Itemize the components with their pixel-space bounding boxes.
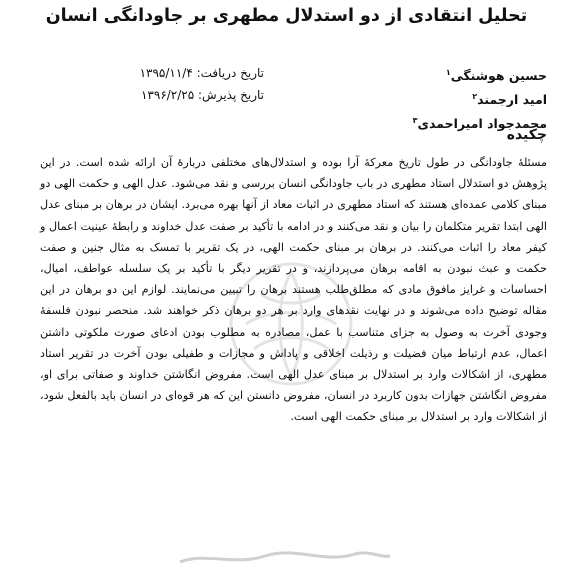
accepted-date — [44, 84, 264, 106]
accepted-value: ۱۳۹۶/۲/۲۵ — [140, 88, 195, 102]
received-value: ۱۳۹۵/۱۱/۴ — [139, 66, 193, 80]
author-name: حسین هوشنگی — [450, 68, 547, 84]
paper-title: تحلیل انتقادی از دو استدلال مطهری بر جاودانگی انسان — [45, 6, 528, 26]
abstract-text: مسئلهٔ جاودانگی در طول تاریخ معرکهٔ آرا بوده و استدلال‌های مختلفی دربارهٔ آن ارائه شده است. در این پژوهش دو استدلال استاد مطهری در باب جاودانگی انسان بررسی و نقد می‌شود. عدل الهی و حکمت الهی دو مبنای کلامی عمده‌ای هستند که استاد مطهری در اثبات معاد از آنها بهره می‌برد. ایشان در برهان بر مبنای عدل الهی ابتدا تقریر متکلمان را بیان و نقد می‌کنند و در ادامه با تأکید بر صفت عدل خداوند و رابطهٔ عینیت اعمال و کیفر معاد را اثبات می‌کنند. در برهان بر مبنای حکمت الهی، در یک تقریر با تمسک به مثال جنین و صفت حکمت و عبث نبودن به اقامه برهان می‌پردازند، و در تقریر دیگر با تأکید بر یک سلسله عواطف، امیال، احساسات و غرایز مافوق مادی که مطلق‌طلب هستند برهان را تبیین می‌نمایند. لوازم این دو برهان در این مقاله توضیح داده می‌شوند و در نهایت نقدهای وارد بر هر دو برهان ذکر خواهند شد. منحصر نبودن فلسفهٔ وجودی آخرت به وصول به جزای متناسب با عمل، مصادره به مطلوب بودن ادعای صورت ملکوتی داشتن اعمال، عدم ارتباط میان فضیلت و رذیلت اخلاقی و پاداش و مجازات و طفیلی بودن آخرت در تقریر استاد مطهری، از اشکالات وارد بر استدلال بر مبنای عدل الهی است. مفروض انگاشتن خداوند و صفاتی برای او، مفروض انگاشتن جهازات بدون کاربرد در انسان، مفروض دانستن این که هر قوه‌ای در انسان باید بالفعل شود، از اشکالات وارد بر استدلال بر مبنای حکمت الهی است. — [40, 156, 547, 424]
author-2 — [287, 86, 547, 110]
footer-watermark-icon — [150, 548, 420, 572]
received-label: تاریخ دریافت: — [196, 66, 264, 80]
author-list — [287, 62, 547, 134]
author-note: ۳ — [412, 116, 418, 126]
author-1 — [287, 62, 547, 86]
author-note: ۲ — [472, 92, 478, 102]
author-note: ۱ — [445, 68, 451, 77]
author-name: امید ارجمند — [477, 92, 547, 108]
abstract-heading: چکیده — [506, 127, 547, 143]
accepted-label: تاریخ پذیرش: — [198, 88, 264, 102]
author-name: محمدجواد امیراحمدی — [417, 116, 547, 132]
date-block — [44, 62, 264, 106]
received-date — [44, 62, 264, 84]
